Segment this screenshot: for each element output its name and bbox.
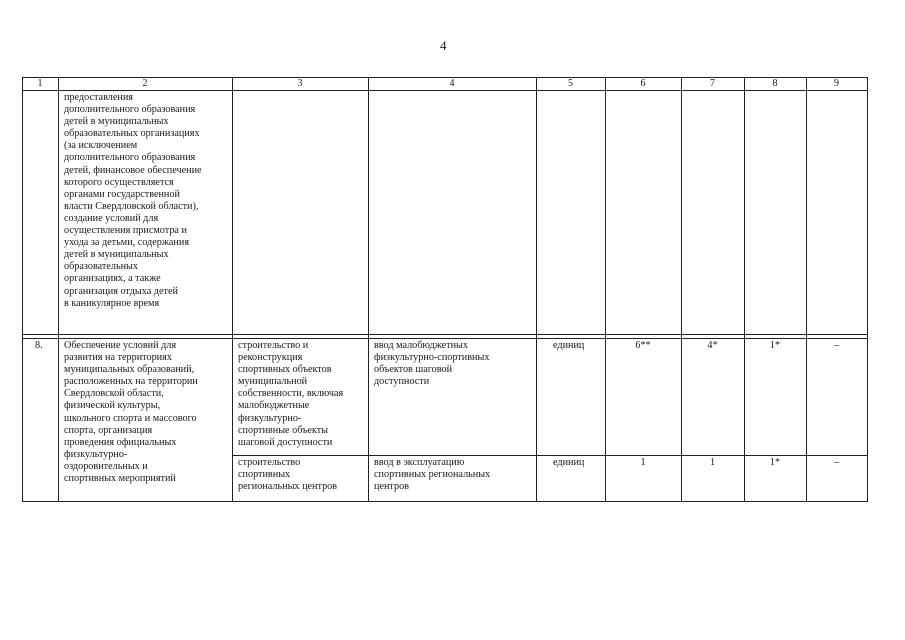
col-border-9 [867,77,868,502]
header-bottom-border [22,90,868,91]
row8-sub1-unit: единиц [553,340,585,351]
row8-sub2-col6: 1 [640,457,646,468]
col-border-8 [806,77,807,502]
row8-number: 8. [35,340,43,351]
row8-sub1-col9: – [833,340,840,351]
table-bottom-border [22,501,868,502]
row8-sub2-measure: строительство спортивных региональных центров [238,457,338,493]
header-col-4: 4 [449,78,455,89]
header-col-5: 5 [568,78,573,89]
row8-sub2-col9: – [833,457,840,468]
row8-sub1-col8: 1* [769,340,781,351]
header-col-1: 1 [37,78,43,89]
row8-sub1-indicator: ввод малобюджетных физкультурно-спортивных объектов шаговой доступности [374,340,490,388]
col-border-0 [22,77,23,502]
row8-sub1-col7: 4* [707,340,718,351]
subrow-divider [232,455,868,456]
row8-sub2-col7: 1 [709,457,716,468]
col-border-4 [536,77,537,502]
row8-sub1-col6: 6** [635,340,651,351]
row8-sub1-measure: строительство и реконструкция спортивных объектов муниципальной собственности, включая малобюджетные физкультурно- спортивные объекты шаговой доступности [238,340,344,448]
row8-top-border [22,338,868,339]
header-col-6: 6 [640,78,646,89]
block1-bottom-border [22,334,868,335]
header-col-8: 8 [772,78,778,89]
col-border-1 [58,77,59,502]
col-border-6 [681,77,682,502]
page-number: 4 [440,38,447,53]
col-border-2 [232,77,233,502]
col-border-5 [605,77,606,502]
continuation-task-text: предоставления дополнительного образования детей в муниципальных образовательных организациях (за исключением дополнительного образования детей, финансовое обеспечение которого осуществляется органами государственной власти Свердловской области), создание условий для осуществления присмотра и ухода за детьми, содержания детей в муниципальных образовательных организациях, а также организация отдыха детей в каникулярное время [64,92,202,309]
row8-task-text: Обеспечение условий для развития на территориях муниципальных образований, расположенных на территории Свердловской области, физической культуры, школьного спорта и массового спорта, организация проведения официальных физкультурно- оздоровительных и спортивных мероприятий [64,340,198,485]
header-col-3: 3 [297,78,303,89]
col-border-3 [368,77,369,502]
row8-sub2-indicator: ввод в эксплуатацию спортивных региональных центров [374,457,491,493]
header-col-7: 7 [710,78,715,89]
row8-sub2-col8: 1* [769,457,781,468]
row8-sub2-unit: единиц [553,457,585,468]
header-col-2: 2 [142,78,148,89]
header-col-9: 9 [834,78,839,89]
col-border-7 [744,77,745,502]
